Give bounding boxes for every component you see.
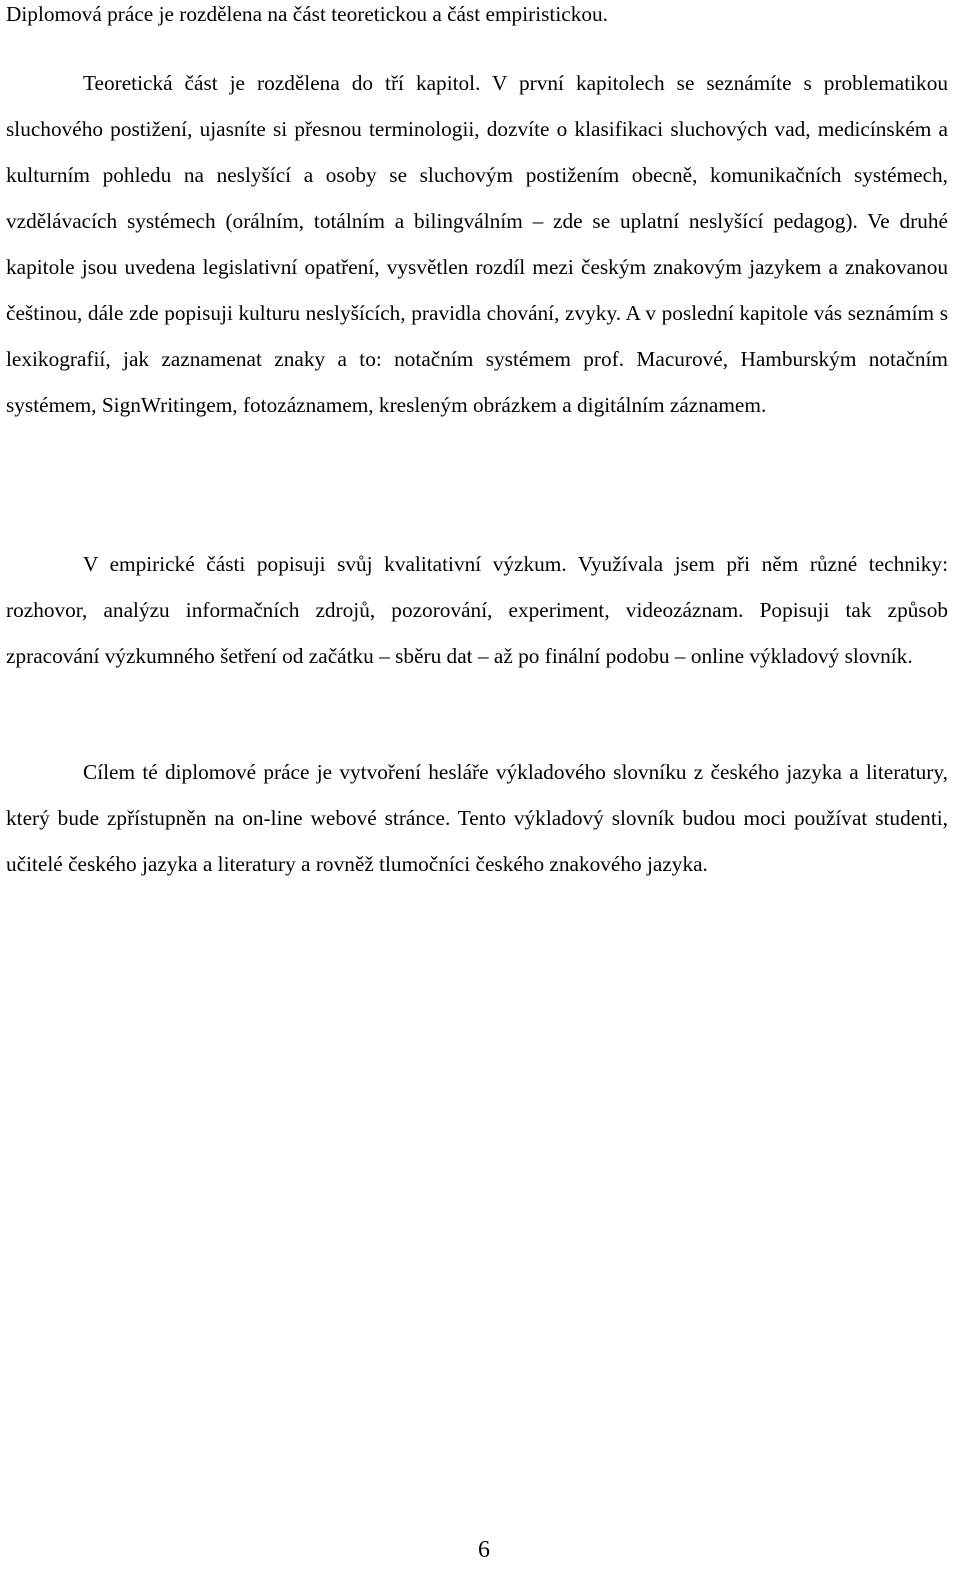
page-number: 6 — [478, 1537, 490, 1563]
intro-line: Diplomová práce je rozdělena na část teoretickou a část empiristickou. — [6, 2, 608, 26]
paragraph-empirical-part: V empirické části popisuji svůj kvalitativní výzkum. Využívala jsem při něm různé techniky: rozhovor, analýzu informačních zdrojů, pozorování, experiment, videozáznam. Popisuji tak způsob zpracování výzkumného šetření od začátku – sběru dat – až po finální podobu – online výkladový slovník. — [6, 552, 948, 668]
paragraph-theoretical-part: Teoretická část je rozdělena do tří kapitol. V první kapitolech se seznámíte s problematikou sluchového postižení, ujasníte si přesnou terminologii, dozvíte o klasifikaci sluchových vad, medicínském a kulturním pohledu na neslyšící a osoby se sluchovým postižením obecně, komunikačních systémech, vzdělávacích systémech (orálním, totálním a bilingválním – zde se uplatní neslyšící pedagog). Ve druhé kapitole jsou uvedena legislativní opatření, vysvětlen rozdíl mezi českým znakovým jazykem a znakovanou češtinou, dále zde popisuji kulturu neslyšících, pravidla chování, zvyky. A v poslední kapitole vás seznámím s lexikografií, jak zaznamenat znaky a to: notačním systémem prof. Macurové, Hamburským notačním systémem, SignWritingem, fotozáznamem, kresleným obrázkem a digitálním záznamem. — [6, 71, 948, 417]
paragraph-thesis-goal: Cílem té diplomové práce je vytvoření hesláře výkladového slovníku z českého jazyka a literatury, který bude zpřístupněn na on-line webové stránce. Tento výkladový slovník budou moci používat studenti, učitelé českého jazyka a literatury a rovněž tlumočníci českého znakového jazyka. — [6, 760, 948, 876]
document-page — [6, 0, 948, 1584]
